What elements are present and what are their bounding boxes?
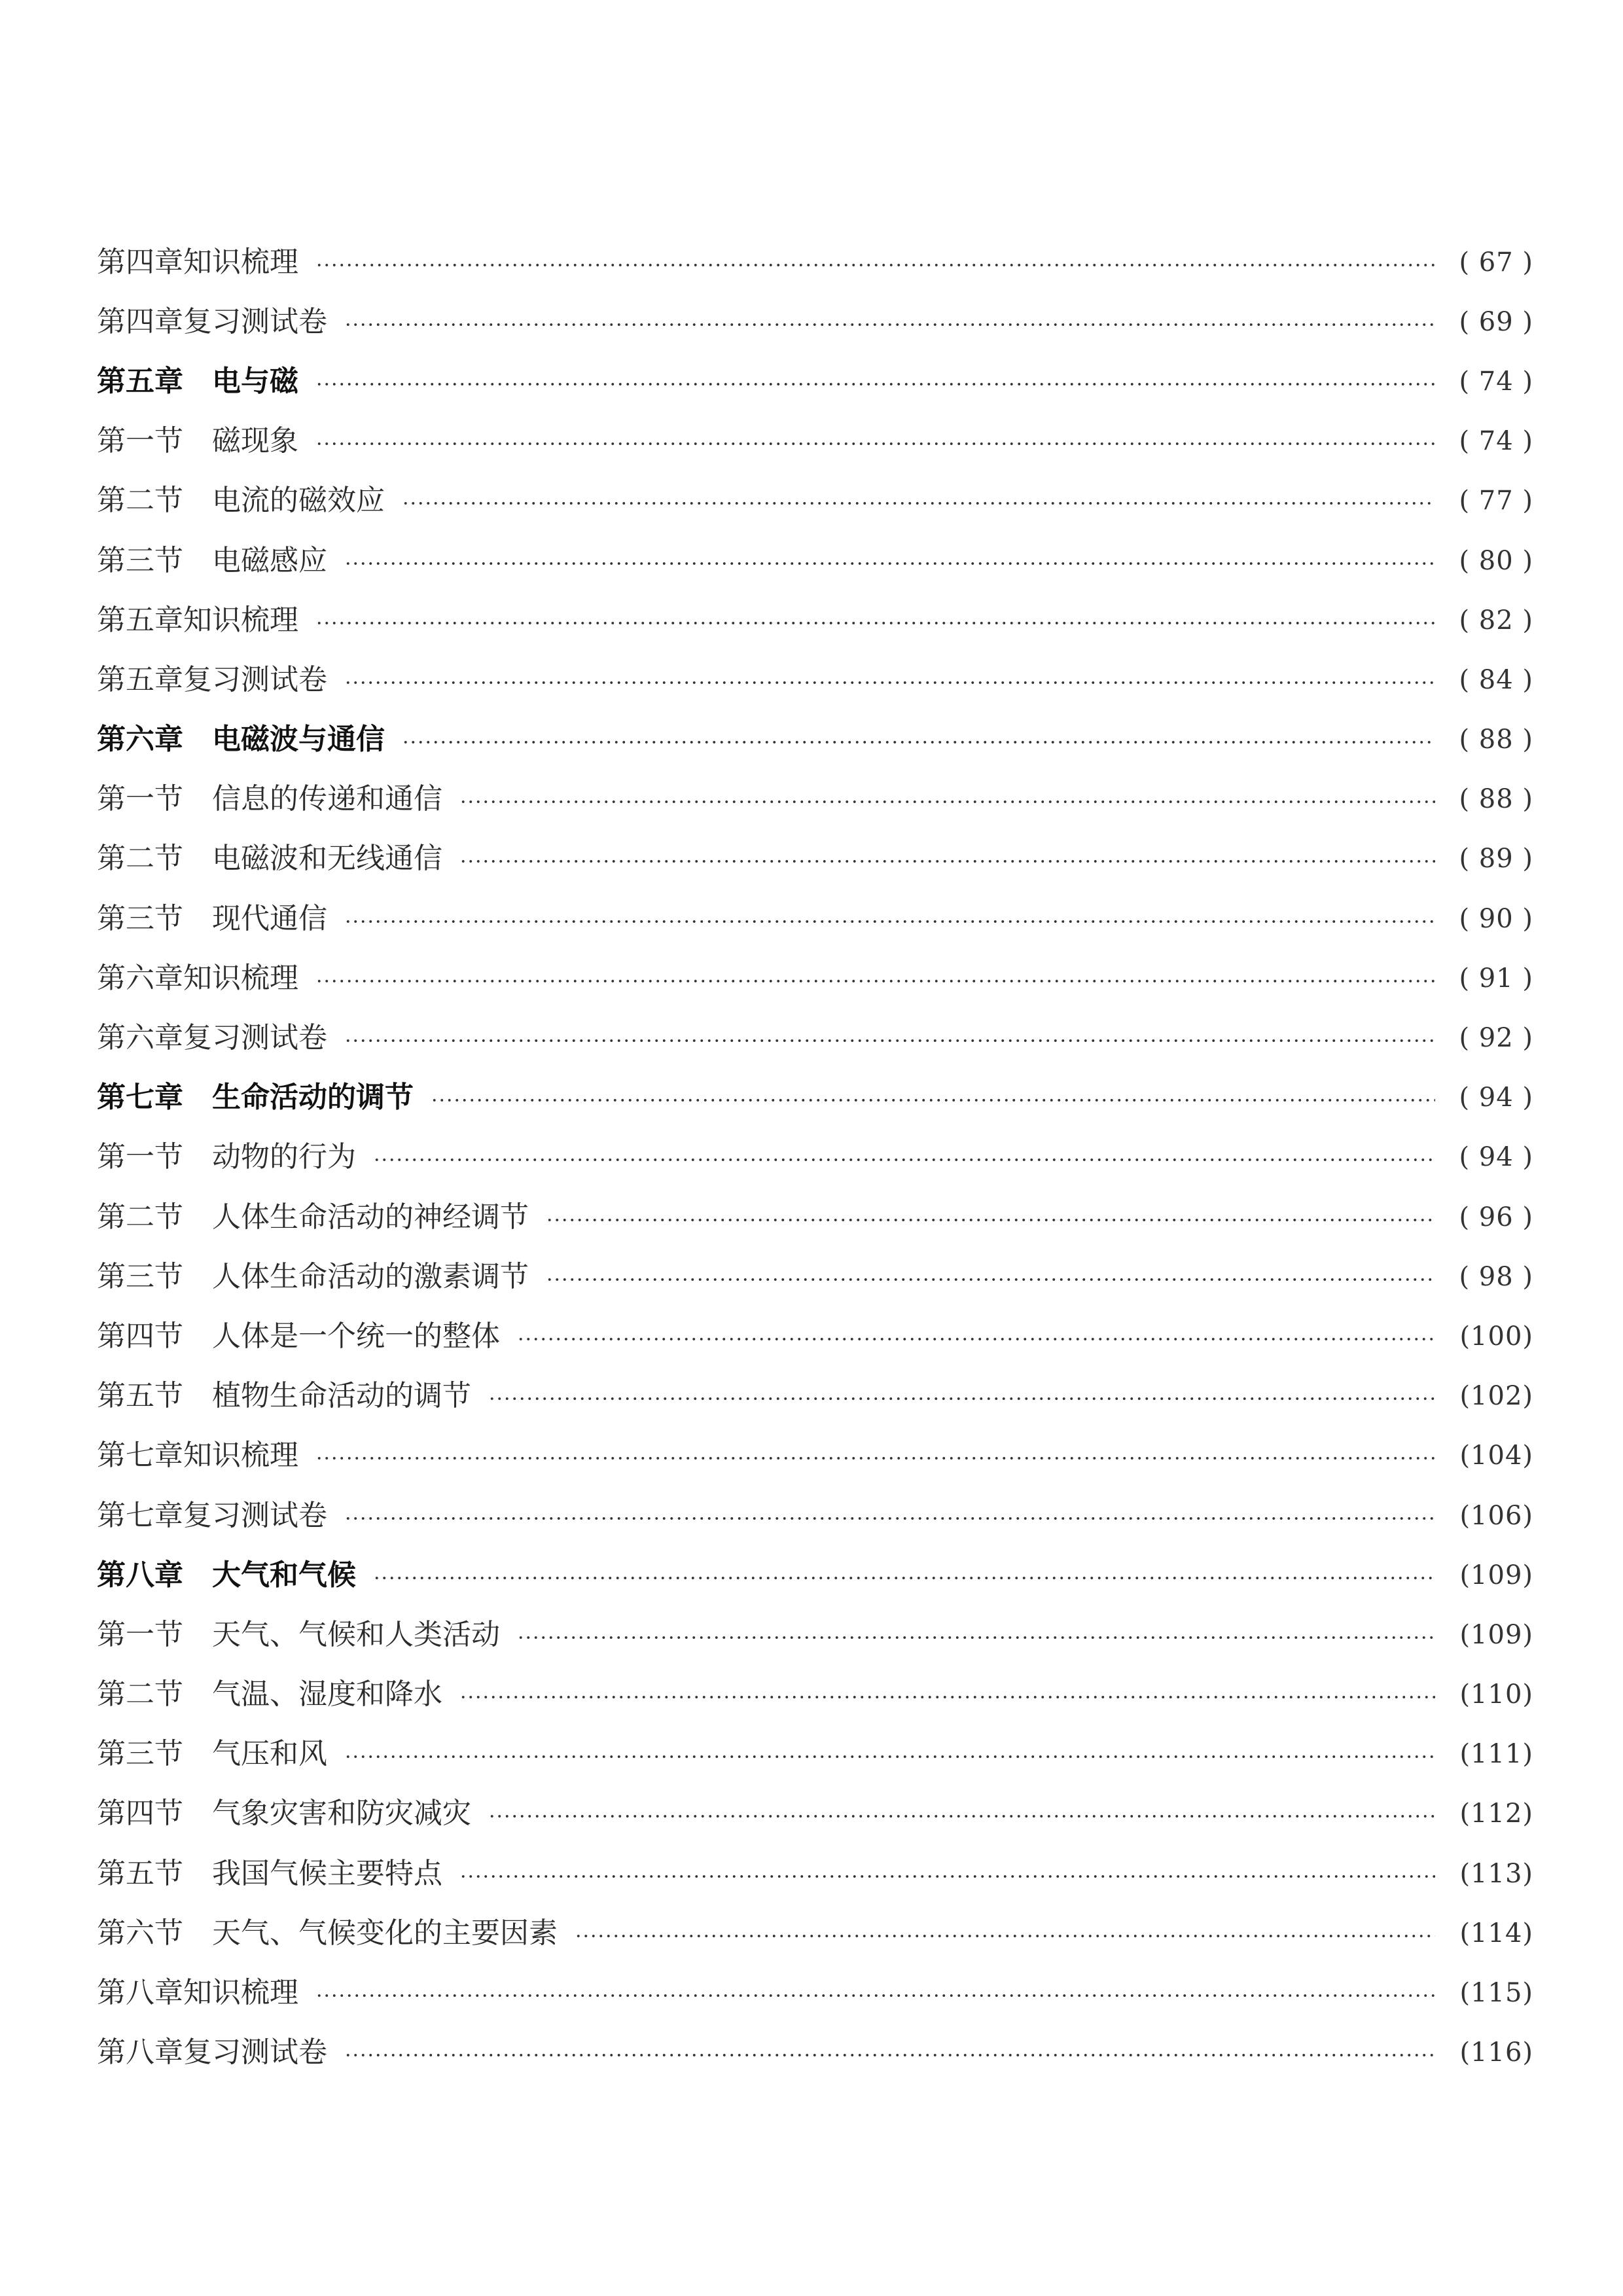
dot-leader (315, 622, 1435, 624)
toc-entry-page: (106) (1459, 1500, 1533, 1531)
toc-entry[interactable] (97, 1844, 1533, 1903)
toc-entry-page: (111) (1459, 1739, 1533, 1770)
toc-entry-page: ( 84 ) (1459, 664, 1533, 695)
toc-entry[interactable] (97, 1963, 1533, 2022)
dot-leader (459, 1696, 1435, 1698)
toc-entry[interactable] (97, 1903, 1533, 1963)
toc-entry-title: 第一节 天气、气候和人类活动 (97, 1617, 500, 1651)
toc-entry-page: ( 88 ) (1459, 784, 1533, 815)
toc-entry-title: 第五章 电与磁 (97, 364, 298, 398)
dot-leader (344, 1039, 1435, 1042)
toc-entry[interactable] (97, 232, 1533, 292)
toc-entry-title: 第七章知识梳理 (97, 1439, 298, 1473)
toc-entry-page: ( 77 ) (1459, 486, 1533, 516)
toc-entry-page: ( 67 ) (1459, 247, 1533, 278)
toc-entry-title: 第四节 气象灾害和防灾减灾 (97, 1797, 471, 1831)
toc-entry[interactable] (97, 590, 1533, 650)
toc-entry[interactable] (97, 1605, 1533, 1664)
toc-entry-title: 第五节 我国气候主要特点 (97, 1856, 442, 1890)
toc-entry-title: 第六章 电磁波与通信 (97, 723, 385, 757)
dot-leader (344, 562, 1435, 565)
toc-entry-page: (115) (1459, 1978, 1533, 2009)
dot-leader (517, 1338, 1435, 1340)
toc-entry-page: (100) (1459, 1321, 1533, 1352)
toc-entry[interactable] (97, 1367, 1533, 1426)
toc-entry-title: 第四节 人体是一个统一的整体 (97, 1319, 500, 1353)
toc-entry-page: ( 98 ) (1459, 1261, 1533, 1292)
dot-leader (315, 264, 1435, 266)
dot-leader (459, 860, 1435, 863)
toc-entry[interactable] (97, 531, 1533, 590)
dot-leader (575, 1935, 1435, 1937)
toc-entry-page: ( 90 ) (1459, 903, 1533, 934)
toc-entry-title: 第二节 人体生命活动的神经调节 (97, 1200, 529, 1234)
toc-chapter-entry[interactable] (97, 1545, 1533, 1605)
dot-leader (315, 1994, 1435, 1997)
toc-entry-title: 第五节 植物生命活动的调节 (97, 1379, 471, 1413)
dot-leader (373, 1577, 1435, 1579)
toc-entry-title: 第四章复习测试卷 (97, 304, 327, 338)
toc-entry-page: (110) (1459, 1679, 1533, 1710)
toc-entry-title: 第三节 电磁感应 (97, 543, 327, 577)
toc-entry-page: (109) (1459, 1619, 1533, 1650)
toc-entry[interactable] (97, 650, 1533, 709)
dot-leader (315, 980, 1435, 982)
dot-leader (315, 1457, 1435, 1460)
dot-leader (546, 1219, 1435, 1221)
toc-entry[interactable] (97, 829, 1533, 889)
toc-entry-page: (104) (1459, 1441, 1533, 1471)
toc-entry-title: 第五章复习测试卷 (97, 662, 327, 696)
toc-entry-title: 第二节 气温、湿度和降水 (97, 1677, 442, 1712)
toc-entry[interactable] (97, 1008, 1533, 1067)
toc-entry[interactable] (97, 1426, 1533, 1486)
toc-entry-page: (116) (1459, 2037, 1533, 2068)
toc-entry[interactable] (97, 292, 1533, 351)
toc-entry-page: ( 82 ) (1459, 605, 1533, 636)
toc-entry[interactable] (97, 412, 1533, 471)
toc-entry-title: 第六章知识梳理 (97, 961, 298, 995)
dot-leader (344, 323, 1435, 326)
toc-entry-page: ( 94 ) (1459, 1142, 1533, 1173)
toc-entry[interactable] (97, 1247, 1533, 1306)
toc-entry-page: (102) (1459, 1381, 1533, 1412)
dot-leader (431, 1099, 1435, 1102)
toc-entry-title: 第三节 人体生命活动的激素调节 (97, 1259, 529, 1293)
toc-entry-page: ( 89 ) (1459, 844, 1533, 874)
toc-entry-page: ( 88 ) (1459, 725, 1533, 755)
toc-entry[interactable] (97, 1665, 1533, 1725)
toc-entry-page: ( 74 ) (1459, 426, 1533, 457)
toc-entry-page: ( 91 ) (1459, 963, 1533, 994)
toc-entry-page: ( 94 ) (1459, 1083, 1533, 1113)
toc-entry-title: 第二节 电磁波和无线通信 (97, 842, 442, 876)
dot-leader (344, 681, 1435, 684)
toc-entry[interactable] (97, 2023, 1533, 2083)
toc-entry-page: ( 74 ) (1459, 366, 1533, 397)
toc-entry[interactable] (97, 471, 1533, 531)
toc-entry-title: 第四章知识梳理 (97, 245, 298, 279)
toc-entry[interactable] (97, 1128, 1533, 1187)
toc-entry-title: 第八章 大气和气候 (97, 1558, 356, 1592)
dot-leader (315, 383, 1435, 386)
toc-entry-title: 第六节 天气、气候变化的主要因素 (97, 1916, 558, 1950)
toc-entry-title: 第八章知识梳理 (97, 1976, 298, 2010)
dot-leader (402, 502, 1435, 505)
toc-chapter-entry[interactable] (97, 710, 1533, 770)
dot-leader (459, 800, 1435, 803)
toc-entry-title: 第八章复习测试卷 (97, 2036, 327, 2070)
toc-entry[interactable] (97, 1725, 1533, 1784)
toc-entry-title: 第一节 动物的行为 (97, 1140, 356, 1174)
toc-entry-page: ( 92 ) (1459, 1023, 1533, 1054)
toc-entry[interactable] (97, 1187, 1533, 1247)
toc-entry-page: (114) (1459, 1918, 1533, 1948)
table-of-contents (97, 232, 1533, 2083)
dot-leader (459, 1875, 1435, 1878)
toc-entry[interactable] (97, 1306, 1533, 1366)
toc-chapter-entry[interactable] (97, 351, 1533, 411)
dot-leader (402, 741, 1435, 744)
toc-entry[interactable] (97, 1784, 1533, 1844)
toc-entry-title: 第一节 信息的传递和通信 (97, 782, 442, 816)
toc-entry-title: 第七章 生命活动的调节 (97, 1081, 414, 1115)
dot-leader (546, 1278, 1435, 1281)
toc-entry[interactable] (97, 1486, 1533, 1545)
toc-entry-title: 第二节 电流的磁效应 (97, 484, 385, 518)
toc-entry-title: 第五章知识梳理 (97, 603, 298, 637)
toc-entry-page: ( 80 ) (1459, 545, 1533, 576)
dot-leader (373, 1158, 1435, 1161)
toc-entry[interactable] (97, 948, 1533, 1008)
toc-entry[interactable] (97, 889, 1533, 948)
toc-entry-page: (113) (1459, 1858, 1533, 1889)
toc-entry-title: 第七章复习测试卷 (97, 1498, 327, 1532)
dot-leader (344, 1755, 1435, 1758)
toc-entry-page: (109) (1459, 1560, 1533, 1590)
toc-entry-title: 第三节 现代通信 (97, 901, 327, 935)
dot-leader (344, 1517, 1435, 1520)
dot-leader (488, 1815, 1435, 1818)
dot-leader (488, 1397, 1435, 1400)
toc-entry-title: 第一节 磁现象 (97, 424, 298, 458)
toc-entry-title: 第六章复习测试卷 (97, 1021, 327, 1055)
dot-leader (344, 2054, 1435, 2056)
toc-entry-page: (112) (1459, 1799, 1533, 1829)
toc-entry[interactable] (97, 770, 1533, 829)
dot-leader (344, 920, 1435, 923)
dot-leader (517, 1636, 1435, 1639)
dot-leader (315, 442, 1435, 445)
toc-entry-page: ( 96 ) (1459, 1202, 1533, 1232)
toc-chapter-entry[interactable] (97, 1068, 1533, 1128)
toc-entry-page: ( 69 ) (1459, 306, 1533, 337)
toc-entry-title: 第三节 气压和风 (97, 1737, 327, 1771)
